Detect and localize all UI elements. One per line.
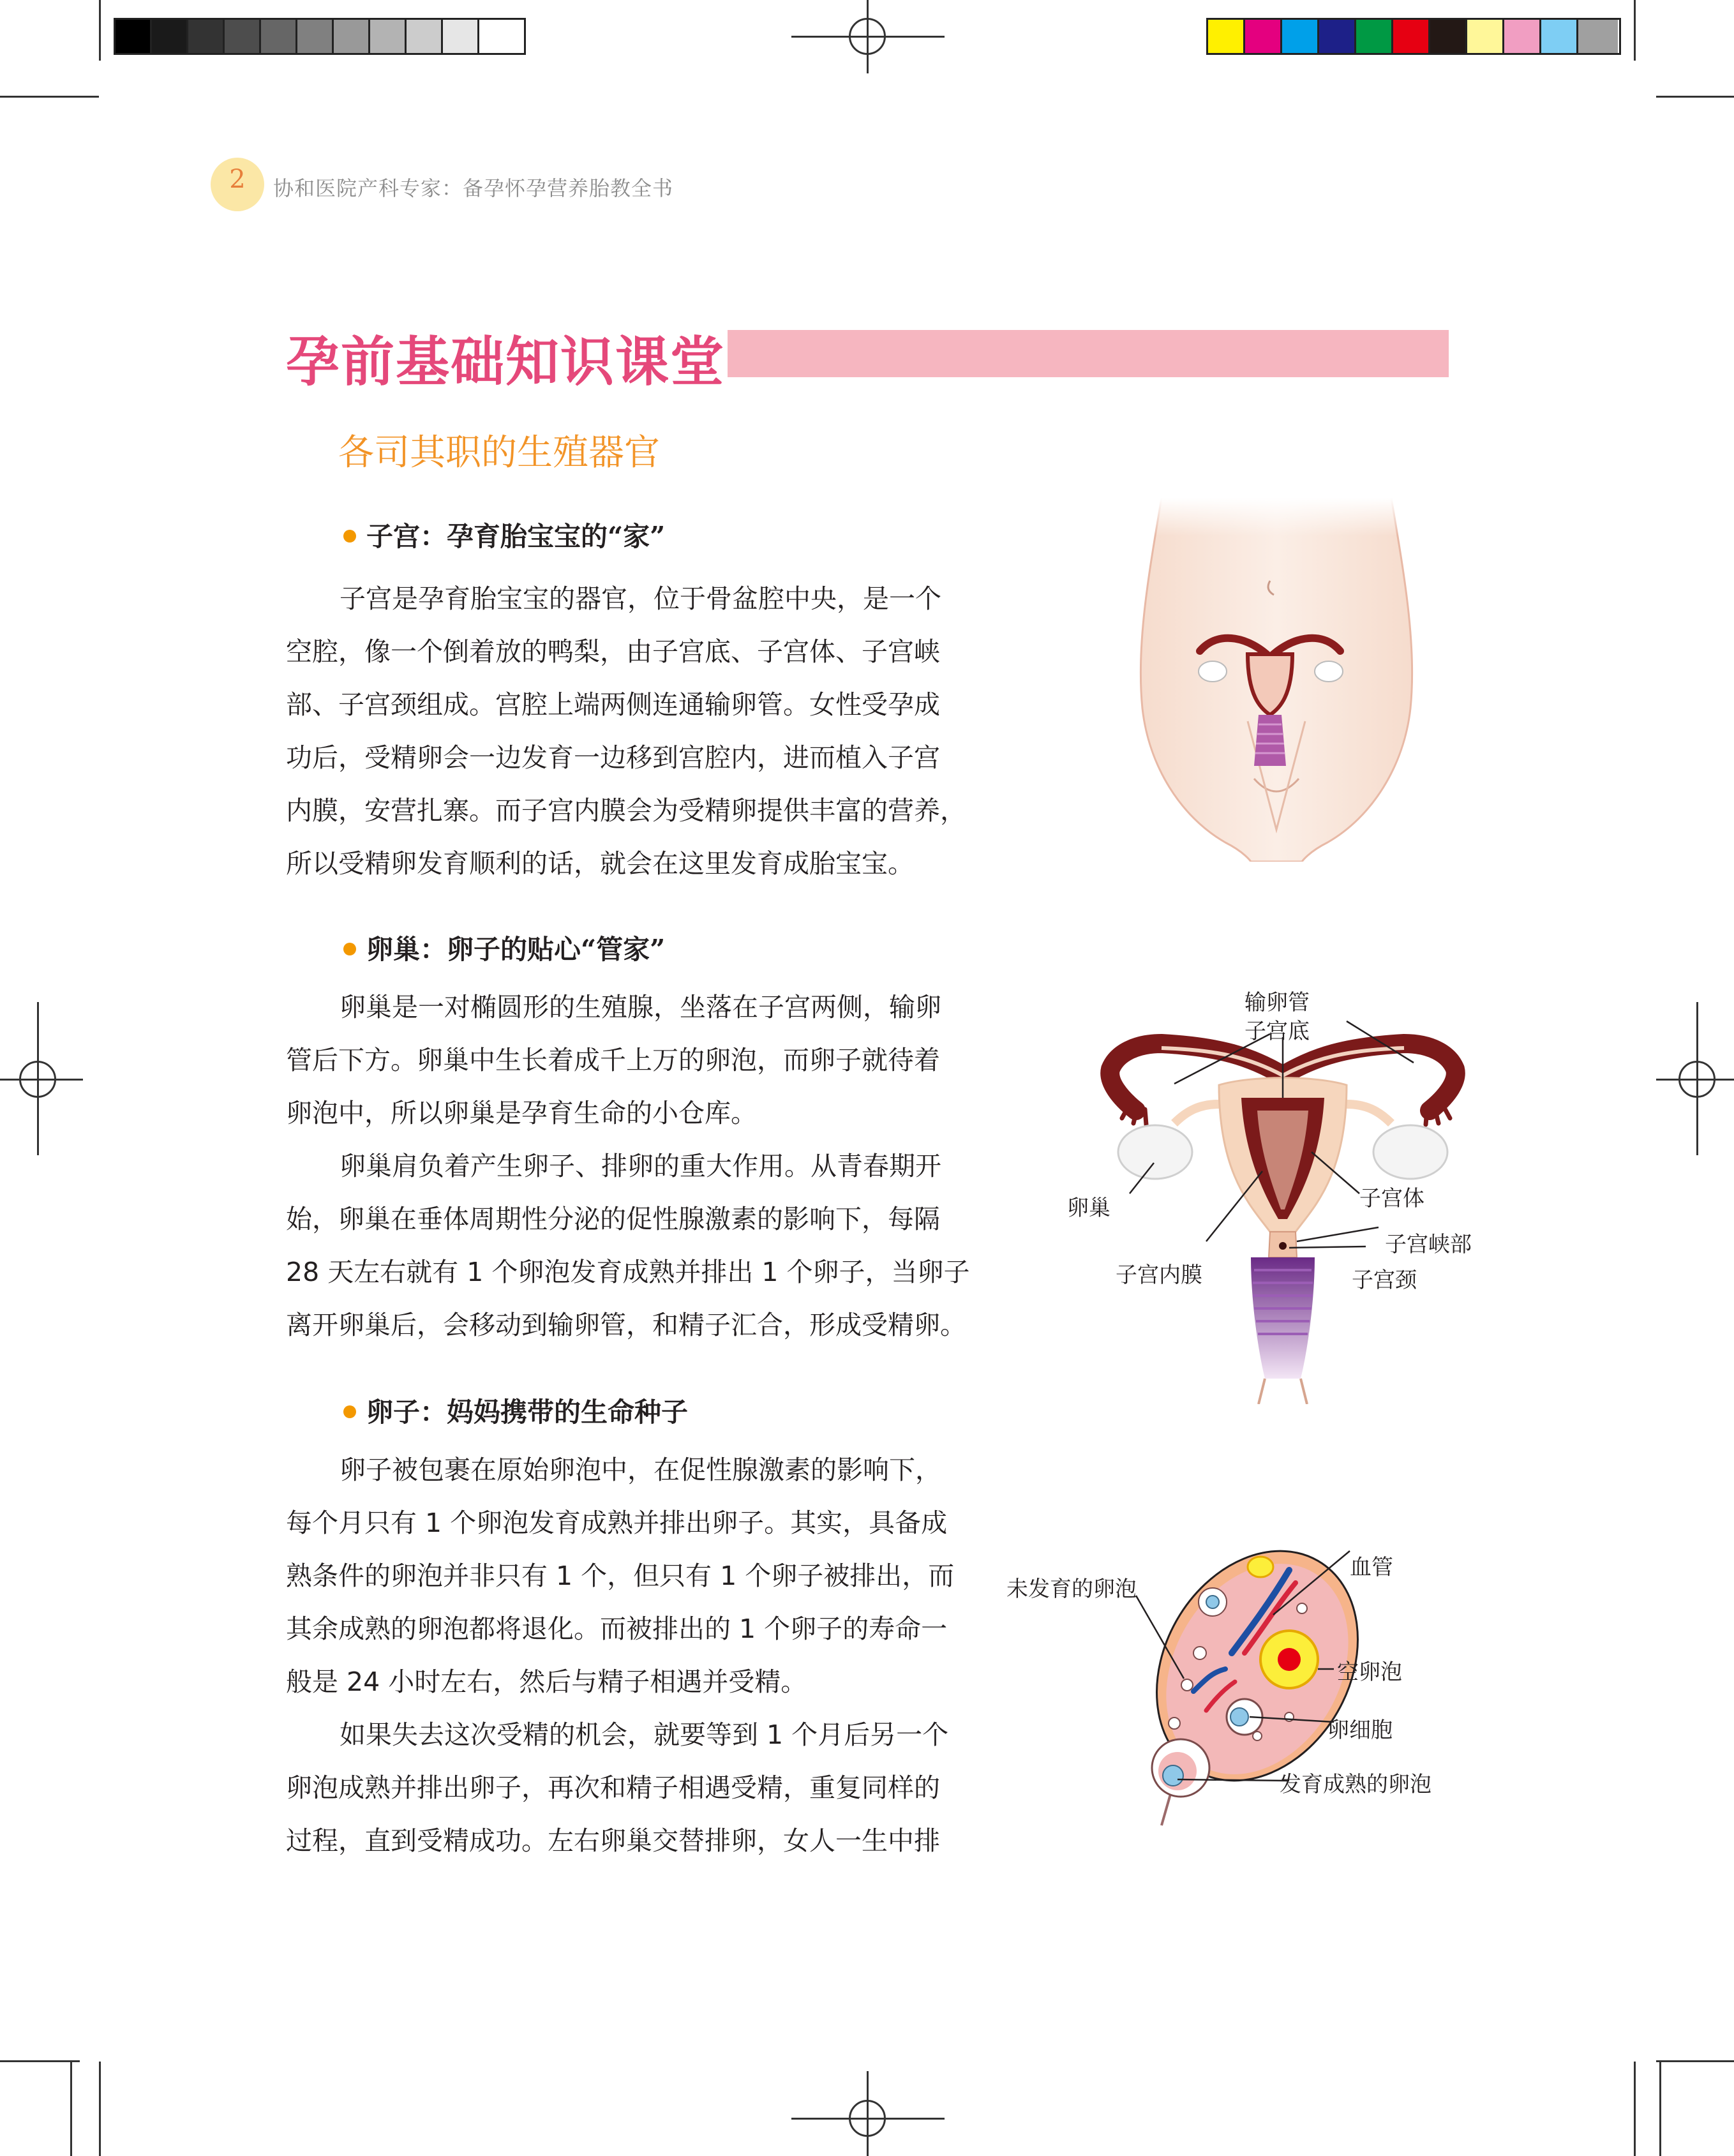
text-line: 内膜，安营扎寨。而子宫内膜会为受精卵提供丰富的营养， [286,795,966,826]
process-color-bar [1206,18,1621,55]
ovary-heading-text: 卵巢：卵子的贴心“管家” [366,934,666,965]
label-fundus: 子宫底 [1244,1019,1310,1044]
label-oocyte: 卵细胞 [1327,1718,1393,1743]
ovary-paragraph [286,981,988,1352]
text-line: 熟条件的卵泡并非只有 1 个，但只有 1 个卵子被排出，而 [286,1561,955,1591]
egg-heading-text: 卵子：妈妈携带的生命种子 [366,1396,689,1428]
label-mature-follicle: 发育成熟的卵泡 [1280,1772,1431,1797]
label-empty-follicle: 空卵泡 [1337,1659,1402,1685]
text-line: 28 天左右就有 1 个卵泡发育成熟并排出 1 个卵子，当卵子 [286,1257,970,1287]
text-line: 空腔，像一个倒着放的鸭梨，由子宫底、子宫体、子宫峡 [286,636,940,667]
text-line: 卵巢肩负着产生卵子、排卵的重大作用。从青春期开 [340,1151,941,1181]
bullet-icon [343,943,356,955]
uterus-heading [343,516,665,554]
text-line: 子宫是孕育胎宝宝的器官，位于骨盆腔中央，是一个 [340,583,941,614]
page-number: 2 [229,165,246,194]
label-endometrium: 子宫内膜 [1116,1262,1202,1288]
bullet-icon [343,530,356,543]
grayscale-color-bar [114,18,526,55]
uterus-paragraph [286,573,988,890]
label-uterine-body: 子宫体 [1359,1186,1424,1211]
label-blood-vessel: 血管 [1350,1555,1393,1580]
text-line: 管后下方。卵巢中生长着成千上万的卵泡，而卵子就待着 [286,1045,940,1075]
text-line: 般是 24 小时左右，然后与精子相遇并受精。 [286,1666,807,1697]
uterus-diagram [1059,996,1506,1404]
text-line: 卵子被包裹在原始卵泡中，在促性腺激素的影响下， [340,1455,941,1485]
label-cervix: 子宫颈 [1352,1268,1417,1293]
running-title: 协和医院产科专家：备孕怀孕营养胎教全书 [273,176,674,200]
torso-illustration [1123,498,1430,862]
label-immature-follicle: 未发育的卵泡 [1006,1576,1137,1602]
uterus-heading-text: 子宫：孕育胎宝宝的“家” [366,521,666,552]
text-line: 如果失去这次受精的机会，就要等到 1 个月后另一个 [340,1719,949,1750]
text-line: 卵泡成熟并排出卵子，再次和精子相遇受精，重复同样的 [286,1772,940,1803]
text-line: 每个月只有 1 个卵泡发育成熟并排出卵子。其实，具备成 [286,1508,948,1538]
egg-paragraph [286,1444,988,1868]
subsection-title: 各司其职的生殖器官 [338,432,660,474]
text-line: 过程，直到受精成功。左右卵巢交替排卵，女人一生中排 [286,1825,940,1856]
bullet-icon [343,1405,356,1418]
text-line: 所以受精卵发育顺利的话，就会在这里发育成胎宝宝。 [286,848,914,879]
egg-heading [343,1391,688,1430]
text-line: 其余成熟的卵泡都将退化。而被排出的 1 个卵子的寿命一 [286,1613,948,1644]
label-ovary: 卵巢 [1067,1195,1110,1221]
text-line: 离开卵巢后，会移动到输卵管，和精子汇合，形成受精卵。 [286,1310,966,1340]
section-title: 孕前基础知识课堂 [286,331,726,393]
text-line: 功后，受精卵会一边发育一边移到宫腔内，进而植入子宫 [286,742,940,773]
label-isthmus: 子宫峡部 [1385,1232,1472,1257]
label-fallopian-tube: 输卵管 [1244,990,1310,1015]
text-line: 始，卵巢在垂体周期性分泌的促性腺激素的影响下，每隔 [286,1204,940,1234]
text-line: 卵巢是一对椭圆形的生殖腺，坐落在子宫两侧，输卵 [340,992,941,1022]
text-line: 卵泡中，所以卵巢是孕育生命的小仓库。 [286,1098,757,1128]
section-title-band [728,330,1449,377]
ovary-heading [343,929,665,967]
text-line: 部、子宫颈组成。宫腔上端两侧连通输卵管。女性受孕成 [286,689,940,720]
